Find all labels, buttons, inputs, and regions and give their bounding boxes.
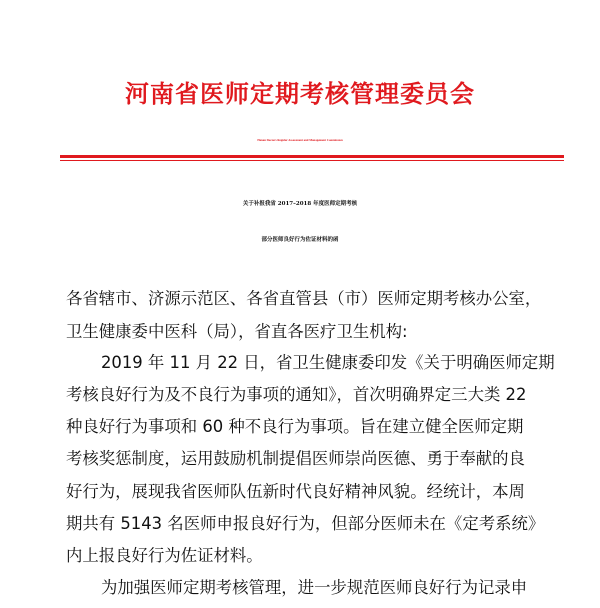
body-line: 好行为，展现我省医师队伍新时代良好精神风貌。经统计，本周 (66, 482, 525, 501)
body-line: 种良好行为事项和 60 种不良行为事项。旨在建立健全医师定期 (66, 417, 524, 436)
letterhead-rule-thick (60, 155, 564, 158)
letterhead-subtitle: Henan Doctors Regular Assessment and Management Commission (257, 138, 343, 142)
salutation-line-1: 各省辖市、济源示范区、各省直管县（市）医师定期考核办公室， (66, 289, 542, 308)
body-line: 为加强医师定期考核管理，进一步规范医师良好行为记录申 (101, 578, 528, 597)
body-line: 考核良好行为及不良行为事项的通知》，首次明确界定三大类 22 (66, 385, 527, 404)
letterhead-rule-thin (60, 160, 564, 161)
body-line: 内上报良好行为佐证材料。 (66, 546, 263, 565)
body-line: 2019 年 11 月 22 日，省卫生健康委印发《关于明确医师定期 (101, 353, 555, 372)
body-line: 考核奖惩制度，运用鼓励机制提倡医师崇尚医德、勇于奉献的良 (66, 449, 525, 468)
document-title-line-2: 部分医师良好行为佐证材料的函 (261, 237, 339, 243)
document-title-line-1: 关于补报我省 2017–2018 年度医师定期考核 (242, 201, 358, 207)
letterhead-title: 河南省医师定期考核管理委员会 (125, 80, 475, 108)
body-line: 期共有 5143 名医师申报良好行为，但部分医师未在《定考系统》 (66, 514, 545, 533)
salutation-line-2: 卫生健康委中医科（局），省直各医疗卫生机构: (66, 322, 408, 341)
